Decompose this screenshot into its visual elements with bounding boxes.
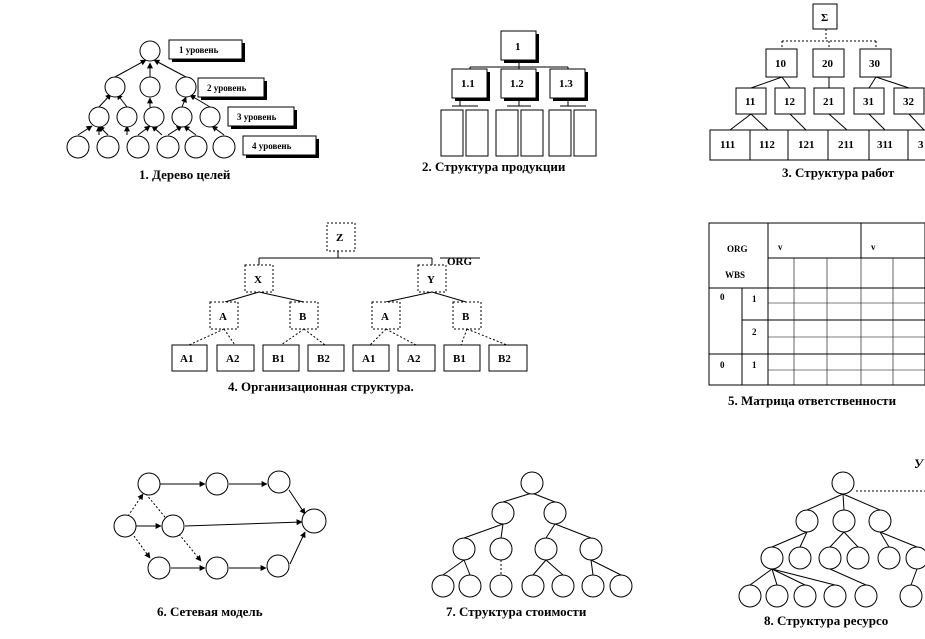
- level-label-1: 1 уровень: [179, 45, 219, 55]
- resource-node: [869, 510, 891, 532]
- cost-tree-edges: [443, 493, 621, 575]
- org-leaf-label: A2: [226, 353, 240, 365]
- resource-corner-text: У: [914, 456, 924, 471]
- resource-node: [855, 585, 877, 607]
- cost-node: [432, 575, 454, 597]
- resource-node: [739, 585, 761, 607]
- cost-node: [580, 538, 602, 560]
- network-node: [268, 471, 290, 493]
- matrix-row-inner: 2: [752, 327, 757, 337]
- cost-node: [490, 575, 512, 597]
- goal-node-level-3: [117, 107, 137, 127]
- product-structure-diagram: [422, 31, 596, 174]
- org-node-label: X: [254, 274, 262, 286]
- caption-work-structure: 3. Структура работ: [782, 165, 895, 180]
- caption-organization-structure: 4. Организационная структура.: [228, 379, 414, 394]
- caption-network-model: 6. Сетевая модель: [157, 604, 263, 619]
- org-leaf-row: [172, 345, 527, 371]
- product-node-label: 1.2: [510, 78, 524, 90]
- product-root-label: 1: [515, 41, 521, 53]
- cost-node: [521, 472, 543, 494]
- matrix-row-outer: 0: [720, 292, 725, 302]
- org-leaf-label: A1: [362, 353, 376, 365]
- resource-node: [819, 547, 841, 569]
- caption-resource-structure: 8. Структура ресурсо: [764, 613, 889, 628]
- resource-tree-edges: [750, 494, 917, 585]
- resource-node: [824, 585, 846, 607]
- matrix-col-mark: v: [778, 242, 783, 252]
- org-node-label: A: [381, 311, 389, 323]
- resource-node: [766, 585, 788, 607]
- matrix-header-wbs: WBS: [725, 270, 746, 280]
- product-node-label: 1.1: [461, 78, 475, 90]
- network-node: [148, 557, 170, 579]
- cost-node: [610, 575, 632, 597]
- work-node-label: 30: [869, 58, 880, 70]
- goal-node-level-2: [176, 77, 196, 97]
- network-node: [114, 515, 136, 537]
- cost-node: [490, 538, 512, 560]
- resource-node: [906, 547, 925, 569]
- matrix-row-outer: 0: [720, 360, 725, 370]
- goal-node-level-4: [185, 136, 207, 158]
- network-node: [267, 555, 289, 577]
- resource-node: [761, 547, 783, 569]
- network-node: [138, 473, 160, 495]
- product-leaf-boxes: [441, 110, 596, 156]
- caption-cost-structure: 7. Структура стоимости: [446, 604, 587, 619]
- cost-node: [453, 538, 475, 560]
- level-label-2: 2 уровень: [207, 83, 247, 93]
- goal-node-level-4: [67, 136, 89, 158]
- org-node-label: Y: [427, 274, 435, 286]
- goal-tree-diagram: [67, 40, 319, 182]
- matrix-header-org: ORG: [727, 244, 748, 254]
- product-node-label: 1.3: [559, 78, 573, 90]
- goal-node-level-4: [97, 136, 119, 158]
- work-root-label: Σ: [821, 12, 829, 24]
- resource-node: [847, 547, 869, 569]
- goal-node-level-3: [200, 107, 220, 127]
- work-node-label: 12: [784, 96, 795, 108]
- org-leaf-label: A2: [407, 353, 421, 365]
- work-node-label: 10: [775, 58, 786, 70]
- goal-node-level-3: [89, 107, 109, 127]
- resource-node: [796, 510, 818, 532]
- work-leaf-label: 121: [798, 139, 815, 151]
- level-label-3: 3 уровень: [237, 112, 277, 122]
- goal-node-level-1: [140, 41, 160, 61]
- work-node-label: 32: [903, 96, 914, 108]
- org-overflow-label: ORG: [447, 256, 473, 268]
- goal-node-level-4: [157, 136, 179, 158]
- matrix-row-inner: 1: [752, 360, 757, 370]
- organization-structure-diagram: [172, 223, 527, 394]
- resource-node: [832, 472, 854, 494]
- matrix-inner-grid: [768, 258, 925, 385]
- cost-tree-nodes: [432, 472, 632, 597]
- org-leaf-label: B1: [272, 353, 285, 365]
- caption-product-structure: 2. Структура продукции: [422, 159, 566, 174]
- org-leaf-label: A1: [180, 353, 194, 365]
- work-leaf-label: 3: [918, 139, 924, 151]
- network-node: [302, 509, 326, 533]
- work-leaf-label: 111: [720, 139, 736, 151]
- matrix-col-mark: v: [871, 242, 876, 252]
- resource-node: [789, 547, 811, 569]
- network-node: [206, 473, 228, 495]
- resource-structure-diagram: [739, 456, 925, 628]
- resource-node: [833, 510, 855, 532]
- org-leaf-label: B2: [498, 353, 511, 365]
- org-node-label: B: [299, 311, 307, 323]
- cost-structure-diagram: [432, 472, 632, 619]
- responsibility-matrix-diagram: [709, 223, 925, 408]
- work-leaf-label: 311: [877, 139, 893, 151]
- org-node-label: B: [462, 311, 470, 323]
- matrix-row-inner: 1: [752, 294, 757, 304]
- cost-node: [552, 575, 574, 597]
- goal-node-level-3: [172, 107, 192, 127]
- caption-goal-tree: 1. Дерево целей: [139, 167, 231, 182]
- work-node-label: 11: [745, 96, 756, 108]
- level-label-4: 4 уровень: [252, 141, 292, 151]
- work-structure-diagram: [710, 4, 925, 180]
- network-node: [206, 557, 228, 579]
- resource-tree-nodes: [739, 472, 925, 607]
- org-leaf-label: B1: [453, 353, 466, 365]
- resource-node: [794, 585, 816, 607]
- resource-node: [878, 547, 900, 569]
- work-node-label: 31: [863, 96, 874, 108]
- goal-node-level-2: [140, 77, 160, 97]
- cost-node: [492, 502, 514, 524]
- goal-node-level-4: [127, 136, 149, 158]
- network-node: [162, 515, 184, 537]
- org-leaf-label: B2: [317, 353, 330, 365]
- org-root-label: Z: [336, 232, 344, 244]
- cost-node: [522, 575, 544, 597]
- cost-node: [544, 502, 566, 524]
- goal-node-level-3: [144, 107, 164, 127]
- work-node-label: 21: [823, 96, 834, 108]
- org-node-label: A: [219, 311, 227, 323]
- goal-node-level-4: [213, 136, 235, 158]
- cost-node: [535, 538, 557, 560]
- goal-node-level-2: [105, 77, 125, 97]
- network-model-diagram: [114, 471, 326, 619]
- cost-node: [582, 575, 604, 597]
- resource-node: [900, 585, 922, 607]
- cost-node: [459, 575, 481, 597]
- work-node-label: 20: [822, 58, 833, 70]
- work-leaf-label: 112: [759, 139, 775, 151]
- work-leaf-label: 211: [838, 139, 854, 151]
- caption-responsibility-matrix: 5. Матрица ответственности: [728, 393, 897, 408]
